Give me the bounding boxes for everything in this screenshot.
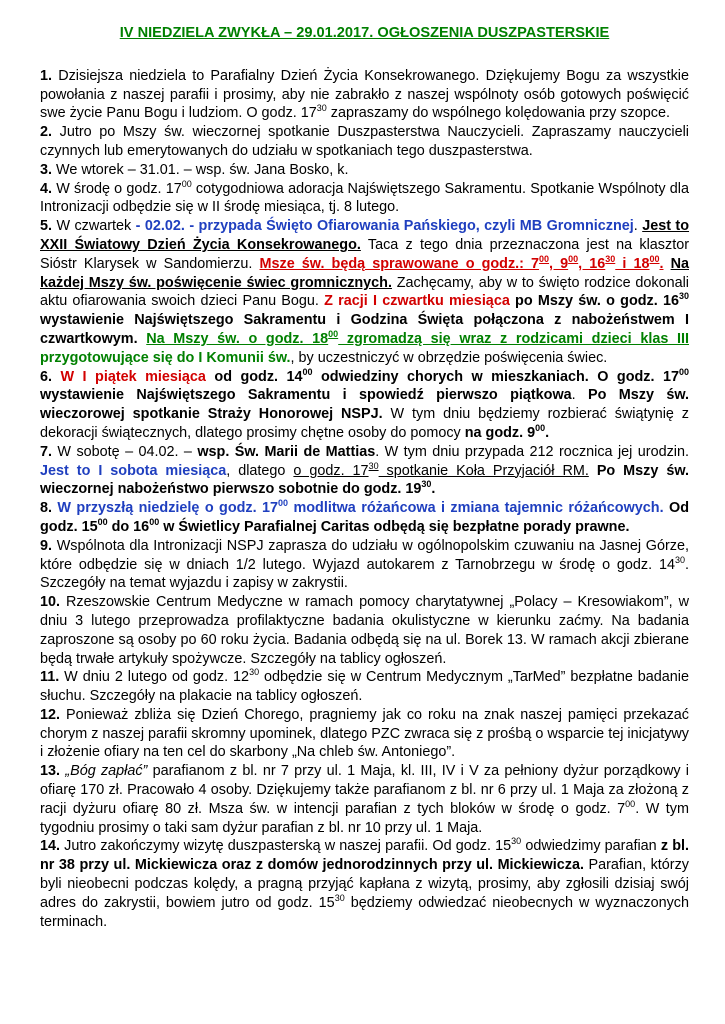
superscript-minutes: 00 xyxy=(678,366,689,377)
superscript-minutes: 00 xyxy=(149,516,160,527)
text-segment: odwiedziny chorych w mieszkaniach. O godz. 17 xyxy=(312,368,679,385)
superscript-minutes: 30 xyxy=(316,103,327,114)
superscript-minutes: 30 xyxy=(605,253,616,264)
announcement-item xyxy=(40,180,689,218)
item-number: 8. xyxy=(40,500,53,517)
text-segment: We wtorek – 31.01. – wsp. św. Jana Bosko, k. xyxy=(52,161,349,178)
superscript-minutes: 30 xyxy=(678,291,689,302)
text-segment: spotkanie Koła Przyjaciół RM. xyxy=(378,462,589,479)
announcement-item xyxy=(40,443,689,499)
text-segment: „Bóg zapłać” xyxy=(65,763,148,780)
announcement-item xyxy=(40,368,689,443)
text-segment: W przyszłą niedzielę o godz. 17 xyxy=(52,500,279,517)
text-segment: Jutro po Mszy św. wieczornej spotkanie Duszpasterstwa Nauczycieli. Zapraszamy nauczycieli czynnych lub emerytowanych do udziału w spotkaniach tego duszpasterstwa. xyxy=(40,124,689,159)
text-segment: Zachęcamy, aby w to święto rodzice dokonali aktu ofiarowania swoich dzieci Panu Bogu. xyxy=(40,274,689,310)
text-segment: , 16 xyxy=(578,255,606,272)
text-segment: Na każdej Mszy św. poświęcenie świec gromnicznych. xyxy=(40,255,689,291)
item-number: 4. xyxy=(40,180,53,197)
text-segment: . xyxy=(545,424,550,441)
superscript-minutes: 00 xyxy=(539,253,550,264)
text-segment xyxy=(138,331,147,347)
item-number: 5. xyxy=(40,218,53,235)
superscript-minutes: 30 xyxy=(334,892,345,903)
text-segment: W tym dniu będziemy rozbierać świątynię z dekoracji świątecznych, dlatego prosimy chętne osoby do pomocy xyxy=(40,406,689,441)
text-segment: odwiedzimy parafian xyxy=(521,838,661,855)
superscript-minutes: 00 xyxy=(568,253,579,264)
text-segment: w Świetlicy Parafialnej Caritas odbędą się bezpłatne porady prawne. xyxy=(159,518,630,535)
item-number: 14. xyxy=(40,838,61,855)
superscript-minutes: 30 xyxy=(249,667,260,678)
text-segment: Taca z tego dnia przeznaczona jest na klasztor Sióstr Klarysek w Sandomierzu. xyxy=(40,236,689,272)
item-number: 13. xyxy=(40,763,61,780)
superscript-minutes: 00 xyxy=(625,798,636,809)
text-segment: W środę o godz. 17 xyxy=(52,180,182,197)
text-segment: na godz. 9 xyxy=(464,424,536,441)
text-segment: od godz. 14 xyxy=(205,368,303,385)
text-segment: Od godz. 15 xyxy=(40,500,689,535)
text-segment: wsp. Św. Marii de Mattias xyxy=(197,443,376,460)
text-segment: Wspólnota dla Intronizacji NSPJ zaprasza do udziału w ogólnopolskim czuwaniu na Jasnej Górze, które odbędzie się w dniach 1/2 lutego. Wyjazd autokarem z Tarnobrzegu w środę o godz. 14 xyxy=(40,537,689,573)
announcement-item xyxy=(40,499,689,537)
superscript-minutes: 00 xyxy=(278,498,289,509)
text-segment: cotygodniowa adoracja Najświętszego Sakramentu. Spotkanie Wspólnoty dla Intronizacji odbędzie się w II środę miesiąca, tj. 8 lutego. xyxy=(40,180,689,216)
text-segment: . Szczegóły na temat wyjazdu i zapisy w zakrystii. xyxy=(40,556,689,592)
text-segment: . xyxy=(633,218,643,235)
text-segment: o godz. 17 xyxy=(293,462,369,479)
superscript-minutes: 00 xyxy=(649,253,660,264)
item-number: 2. xyxy=(40,124,53,141)
text-segment: zapraszamy do wspólnego kolędowania przy szopce. xyxy=(326,105,670,122)
text-segment: . xyxy=(659,255,664,272)
text-segment: Ponieważ zbliża się Dzień Chorego, pragniemy jak co roku na znak naszej pamięci przekazać chorym z naszej parafii skromny upominek, dlatego PZC zwraca się z prośbą o wsparcie tej inicjatywy i złożenie ofiary na ten cel do skarbony „Na chleb św. Antoniego”. xyxy=(40,706,689,761)
text-segment: . xyxy=(571,387,589,404)
text-segment: wystawienie Najświętszego Sakramentu i Godzina Święta połączona z nabożeństwem I czwartkowym. xyxy=(40,312,689,347)
text-segment: , 9 xyxy=(549,255,569,272)
text-segment: Jutro zakończymy wizytę duszpasterską w naszej parafii. Od godz. 15 xyxy=(60,838,512,855)
text-segment: Na Mszy św. o godz. 18 xyxy=(146,330,329,347)
text-segment xyxy=(52,369,60,385)
superscript-minutes: 30 xyxy=(368,460,379,471)
announcement-item xyxy=(40,123,689,161)
text-segment: W czwartek xyxy=(52,218,136,235)
text-segment: - 02.02. - przypada Święto Ofiarowania Pańskiego, czyli MB Gromnicznej xyxy=(135,218,634,235)
text-segment: Jest to I sobota miesiąca xyxy=(40,462,227,479)
superscript-minutes: 00 xyxy=(302,366,313,377)
text-segment xyxy=(664,256,671,272)
text-segment: Msze św. będą sprawowane o godz.: 7 xyxy=(259,255,540,272)
announcement-item xyxy=(40,537,689,593)
text-segment: Po Mszy św. wieczorowej spotkanie Straży Honorowej NSPJ. xyxy=(40,387,690,423)
text-segment: z bl. nr 38 przy ul. Mickiewicza oraz z domów jednorodzinnych przy ul. Mickiewicza. xyxy=(40,838,689,874)
announcement-item xyxy=(40,668,689,706)
announcement-item xyxy=(40,762,689,837)
superscript-minutes: 00 xyxy=(328,328,339,339)
item-number: 3. xyxy=(40,161,53,178)
item-number: 1. xyxy=(40,67,53,84)
text-segment: W I piątek miesiąca xyxy=(60,368,206,385)
text-segment: , dlatego xyxy=(226,462,294,479)
announcement-item xyxy=(40,161,689,180)
text-segment: Jest to XXII Światowy Dzień Życia Konsekrowanego. xyxy=(40,218,690,253)
item-number: 6. xyxy=(40,368,53,385)
item-number: 12. xyxy=(40,706,61,723)
text-segment: i 18 xyxy=(615,255,650,272)
text-segment: Parafian, którzy byli nieobecni podczas kolędy, a pragną przyjąć kapłana z wizytą, prosimy, aby zgłosili dzisiaj swój adres do zakrystii, bowiem jutro od godz. 15 xyxy=(40,857,689,911)
text-segment: W dniu 2 lutego od godz. 12 xyxy=(59,669,250,686)
text-segment: Z racji I czwartku miesiąca xyxy=(324,293,510,310)
item-number: 10. xyxy=(40,594,61,611)
page-title: IV NIEDZIELA ZWYKŁA – 29.01.2017. OGŁOSZENIA DUSZPASTERSKIE xyxy=(119,25,610,41)
text-segment: będziemy odwiedzać nieobecnych w wyznaczonych terminach. xyxy=(40,894,690,930)
text-segment: Po Mszy św. wieczornej nabożeństwo pierwszo sobotnie do godz. 19 xyxy=(40,462,689,498)
text-segment: W sobotę – 04.02. – xyxy=(52,443,198,460)
text-segment: Dzisiejsza niedziela to Parafialny Dzień Życia Konsekrowanego. Dziękujemy Bogu za wszystkie powołania z naszej parafii i prosimy, aby nie zabrakło z naszej wspólnoty osób gotowych poświęcić swe życie Panu Bogu i ludziom. O godz. 17 xyxy=(40,67,689,122)
announcement-item xyxy=(40,67,689,123)
superscript-minutes: 00 xyxy=(97,516,108,527)
announcement-item xyxy=(40,706,689,762)
text-segment: . xyxy=(431,481,436,498)
item-number: 9. xyxy=(40,537,53,554)
text-segment: Rzeszowskie Centrum Medyczne w ramach pomocy charytatywnej „Polacy – Kresowiakom”, w dniu 3 lutego przeprowadza profilaktyczne badania okulistyczne w kierunku zaćmy. Na badania zaproszone są osoby po 60 roku życia. Badania odbędą się na ul. Borek 13. W ramach akcji zbierane będą trwałe artykuły spożywcze. Szczegóły na tablicy ogłoszeń. xyxy=(40,594,689,667)
announcement-list xyxy=(40,67,689,932)
superscript-minutes: 30 xyxy=(511,836,522,847)
text-segment: odbędzie się w Centrum Medycznym „TarMed” bezpłatne badanie słuchu. Szczegóły na plakacie na tablicy ogłoszeń. xyxy=(40,669,689,705)
text-segment: po Mszy św. o godz. 16 xyxy=(509,293,679,310)
text-segment: zgromadzą się wraz z rodzicami dzieci klas III xyxy=(338,330,690,347)
item-number: 11. xyxy=(40,669,60,686)
superscript-minutes: 00 xyxy=(181,178,192,189)
text-segment: przygotowujące się do I Komunii św. xyxy=(40,349,291,366)
announcement-item xyxy=(40,217,689,367)
text-segment: . W tym dniu przypada 212 rocznica jej urodzin. xyxy=(375,443,689,460)
announcement-item xyxy=(40,837,689,931)
superscript-minutes: 30 xyxy=(674,554,685,565)
superscript-minutes: 00 xyxy=(535,422,546,433)
text-segment: wystawienie Najświętszego Sakramentu i spowiedź pierwszo piątkowa xyxy=(40,387,572,404)
text-segment: parafianom z bl. nr 7 przy ul. 1 Maja, kl. III, IV i V za pełniony dyżur porządkowy i ofiarę 170 zł. Pracowało 4 osoby. Dziękujemy także parafianom z bl. nr 6 przy ul. 1 Maja za złożoną z racji dyżuru ofiarę 80 zł. Msza św. w intencji parafian z tych bloków w środę o godz. 7 xyxy=(40,763,689,817)
text-segment: , by uczestniczyć w obrzędzie poświęcenia świec. xyxy=(290,349,608,366)
announcement-item xyxy=(40,593,689,668)
text-segment: . W tym tygodniu prosimy o taki sam dyżur parafian z bl. nr 10 przy ul. 1 Maja. xyxy=(40,800,689,836)
text-segment xyxy=(589,463,597,479)
item-number: 7. xyxy=(40,443,53,460)
superscript-minutes: 30 xyxy=(421,479,432,490)
text-segment: modlitwa różańcowa i zmiana tajemnic różańcowych. xyxy=(288,500,664,517)
text-segment: do 16 xyxy=(107,518,150,535)
